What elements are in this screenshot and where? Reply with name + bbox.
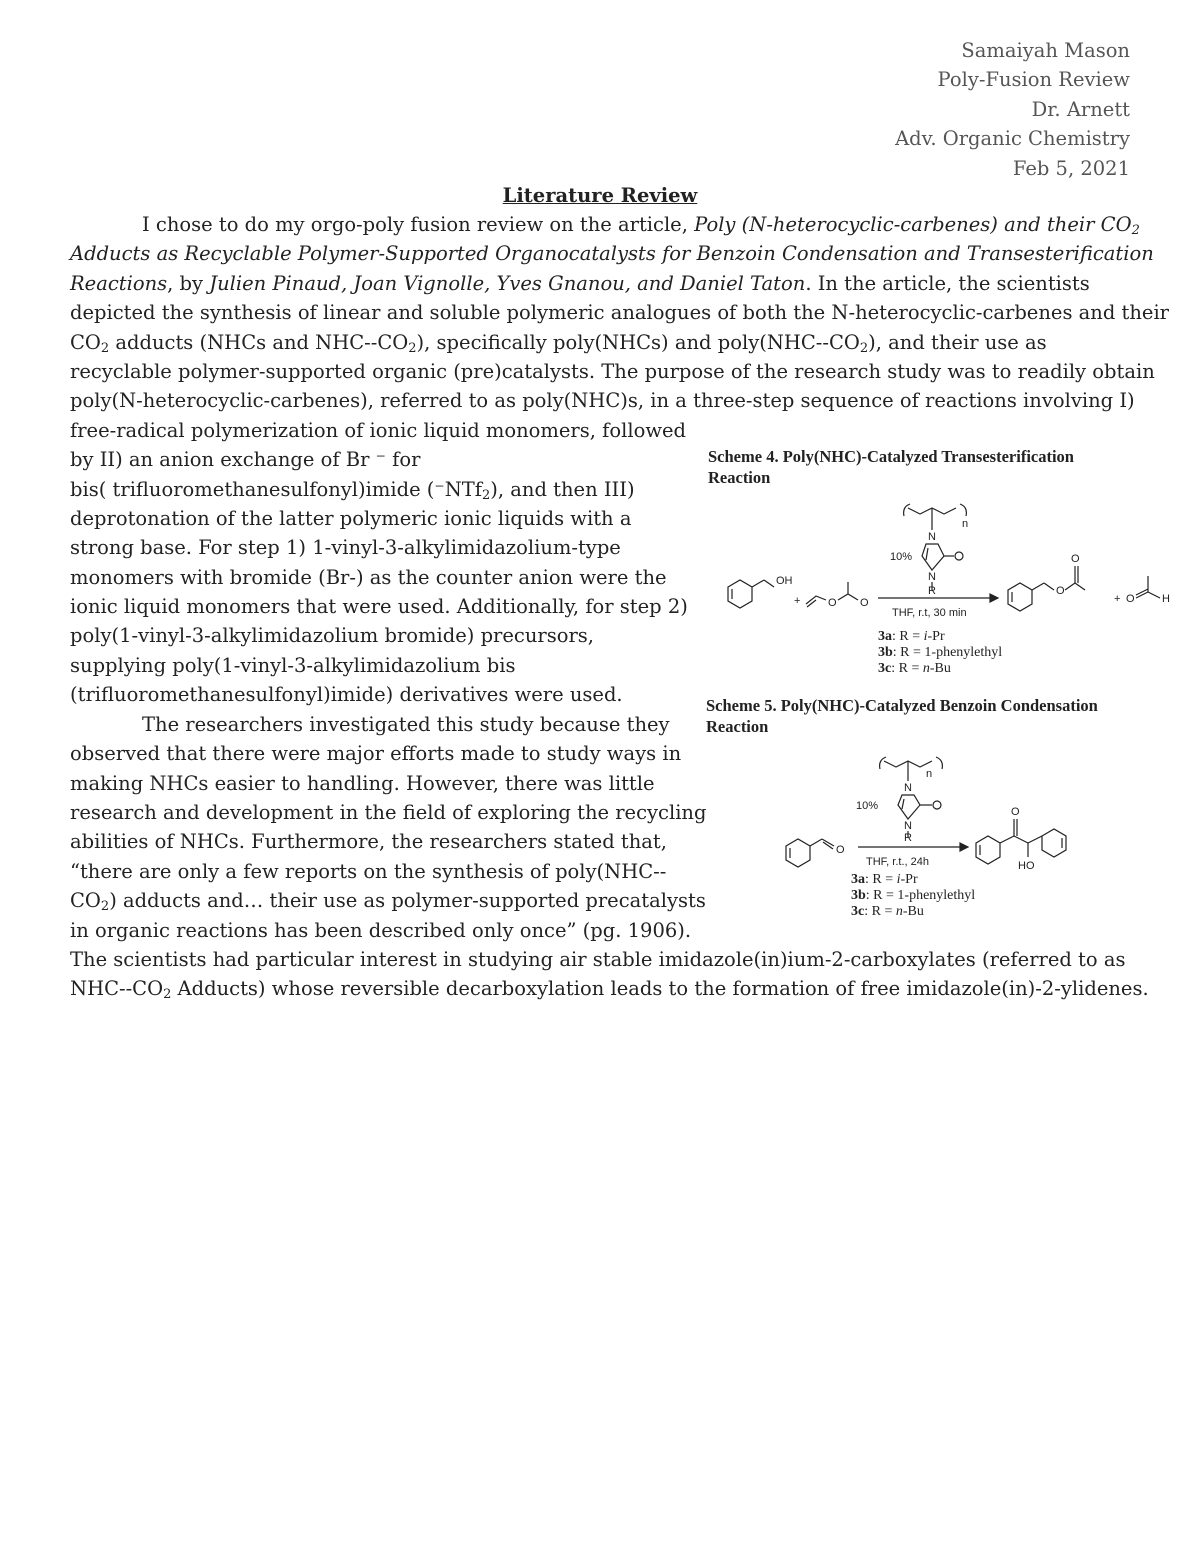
svg-text:+: + — [1114, 593, 1121, 605]
svg-text:O: O — [1011, 806, 1020, 818]
text-line: bis( trifluoromethanesulfonyl)imide (⁻NTf$_2$), and then III) — [70, 477, 635, 503]
text-line — [70, 239, 1169, 268]
benzoin-structure — [976, 806, 1066, 872]
benzaldehyde-structure — [786, 839, 845, 867]
course-name: Adv. Organic Chemistry — [895, 127, 1130, 151]
svg-text:10%: 10% — [856, 800, 879, 812]
svg-text:3b: R = 1-phenylethyl: 3b: R = 1-phenylethyl — [851, 888, 976, 903]
svg-text:3a: R = i-Pr: 3a: R = i-Pr — [878, 629, 945, 644]
benzoin-condensation-diagram — [706, 743, 1186, 943]
svg-text:O: O — [1071, 553, 1080, 565]
catalyst-legend — [878, 629, 1002, 676]
svg-text:O: O — [860, 597, 869, 609]
svg-text:OH: OH — [776, 575, 793, 587]
text-line: recyclable polymer-supported organic (pre)catalysts. The purpose of the research study was to readily obtain — [70, 359, 1155, 383]
catalyst-legend — [851, 872, 975, 919]
instructor-name: Dr. Arnett — [1031, 97, 1130, 121]
svg-text:O: O — [1126, 593, 1135, 605]
svg-text:n: n — [962, 518, 969, 530]
text-line: monomers with bromide (Br-) as the counter anion were the — [70, 565, 667, 589]
text-line: Reactions, by Julien Pinaud, Joan Vignolle, Yves Gnanou, and Daniel Taton. In the article, the scientists — [70, 271, 1090, 295]
text-line: free-radical polymerization of ionic liquid monomers, followed — [70, 418, 687, 442]
text-line: strong base. For step 1) 1-vinyl-3-alkylimidazolium-type — [70, 536, 621, 560]
svg-text:N: N — [904, 820, 912, 832]
text-line: deprotonation of the latter polymeric ionic liquids with a — [70, 506, 632, 530]
article-title: Poly (N-heterocyclic-carbenes) and their CO — [694, 213, 1132, 236]
transesterification-reaction-diagram — [708, 494, 1188, 694]
text-line: poly(N-heterocyclic-carbenes), referred to as poly(NHC)s, in a three-step sequence of reactions involving I) — [70, 389, 1135, 413]
document-date: Feb 5, 2021 — [1012, 156, 1130, 180]
text-line: making NHCs easier to handling. However, there was little — [70, 771, 655, 795]
svg-text:R: R — [904, 832, 912, 844]
svg-text:3a: R = i-Pr: 3a: R = i-Pr — [851, 872, 918, 887]
text-line: observed that there were major efforts made to study ways in — [70, 742, 682, 766]
scheme-4-figure — [708, 446, 1170, 676]
svg-text:HO: HO — [1018, 860, 1035, 872]
text-line: research and development in the field of exploring the recycling — [70, 800, 707, 824]
text-line: depicted the synthesis of linear and soluble polymeric analogues of both the N-heterocyclic-carbenes and their — [70, 301, 1170, 325]
text-line: poly(1-vinyl-3-alkylimidazolium bromide) precursors, — [70, 624, 594, 648]
quote-line: “there are only a few reports on the synthesis of poly(NHC-- — [70, 859, 667, 883]
svg-text:THF, r.t., 24h: THF, r.t., 24h — [866, 856, 929, 868]
text-line: supplying poly(1-vinyl-3-alkylimidazolium bis — [70, 653, 516, 677]
svg-text:N: N — [928, 571, 936, 583]
vinyl-acetate-structure — [806, 582, 869, 609]
article-title: Adducts as Recyclable Polymer-Supported Organocatalysts for Benzoin Condensation and Transesterification — [70, 242, 1154, 266]
svg-text:n: n — [926, 768, 933, 780]
scheme-4-title: Scheme 4. Poly(NHC)-Catalyzed Transesterification Reaction — [708, 447, 1074, 487]
text-line: The scientists had particular interest in studying air stable imidazole(in)ium-2-carboxylates (referred to as — [70, 947, 1126, 971]
svg-text:N: N — [928, 531, 936, 543]
assignment-name: Poly-Fusion Review — [937, 68, 1130, 92]
text-line: by II) an anion exchange of Br ⁻ for — [70, 448, 421, 472]
scheme-5-title: Scheme 5. Poly(NHC)-Catalyzed Benzoin Condensation Reaction — [706, 696, 1098, 736]
text-line: NHC-$-CO_2$ Adducts) whose reversible decarboxylation leads to the formation of free imidazole(in)-2-ylidenes. — [70, 977, 1149, 1003]
acetaldehyde-structure — [1126, 576, 1170, 605]
poly-nhc-catalyst-structure — [890, 504, 968, 590]
article-authors: Julien Pinaud, Joan Vignolle, Yves Gnanou, and Daniel Taton — [209, 271, 806, 295]
page-title: Literature Review — [502, 184, 698, 207]
svg-text:+: + — [794, 595, 801, 607]
text-line: ionic liquid monomers that were used. Additionally, for step 2) — [70, 595, 688, 619]
document-header — [895, 36, 1130, 183]
svg-text:3c: R = n-Bu: 3c: R = n-Bu — [878, 661, 951, 676]
svg-text:O: O — [1056, 585, 1065, 597]
quote-line: in organic reactions has been described only once” (pg. 1906). — [70, 918, 692, 942]
text-line: $CO_2$ adducts (NHCs and NHC-$-CO_2$), specifically poly(NHCs) and $poly(NHC--CO_2)$, and their use as — [70, 330, 1047, 356]
svg-text:R: R — [928, 585, 936, 597]
text-line: (trifluoromethanesulfonyl)imide) derivatives were used. — [70, 683, 623, 707]
svg-text:H: H — [1162, 593, 1170, 605]
svg-text:10%: 10% — [890, 551, 913, 563]
quote-line: $CO_2$) adducts and… their use as polymer-supported precatalysts — [70, 889, 706, 915]
svg-text:O: O — [828, 597, 837, 609]
svg-text:O: O — [836, 844, 845, 856]
svg-text:3b: R = 1-phenylethyl: 3b: R = 1-phenylethyl — [878, 645, 1003, 660]
benzyl-acetate-structure — [1008, 553, 1085, 611]
text-line: I chose to do my orgo-poly fusion review on the article, Poly (N-heterocyclic-carbenes) and their $CO_2$ — [142, 213, 1140, 238]
author-name: Samaiyah Mason — [961, 39, 1130, 62]
svg-text:3c: R = n-Bu: 3c: R = n-Bu — [851, 904, 924, 919]
poly-nhc-catalyst-structure — [856, 757, 942, 844]
text-line: The researchers investigated this study because they — [142, 712, 670, 736]
benzyl-alcohol-structure — [728, 575, 793, 608]
svg-text:THF, r.t, 30 min: THF, r.t, 30 min — [892, 607, 967, 619]
svg-text:N: N — [904, 782, 912, 794]
scheme-5-figure — [706, 695, 1098, 919]
text-line: abilities of NHCs. Furthermore, the researchers stated that, — [70, 830, 667, 854]
